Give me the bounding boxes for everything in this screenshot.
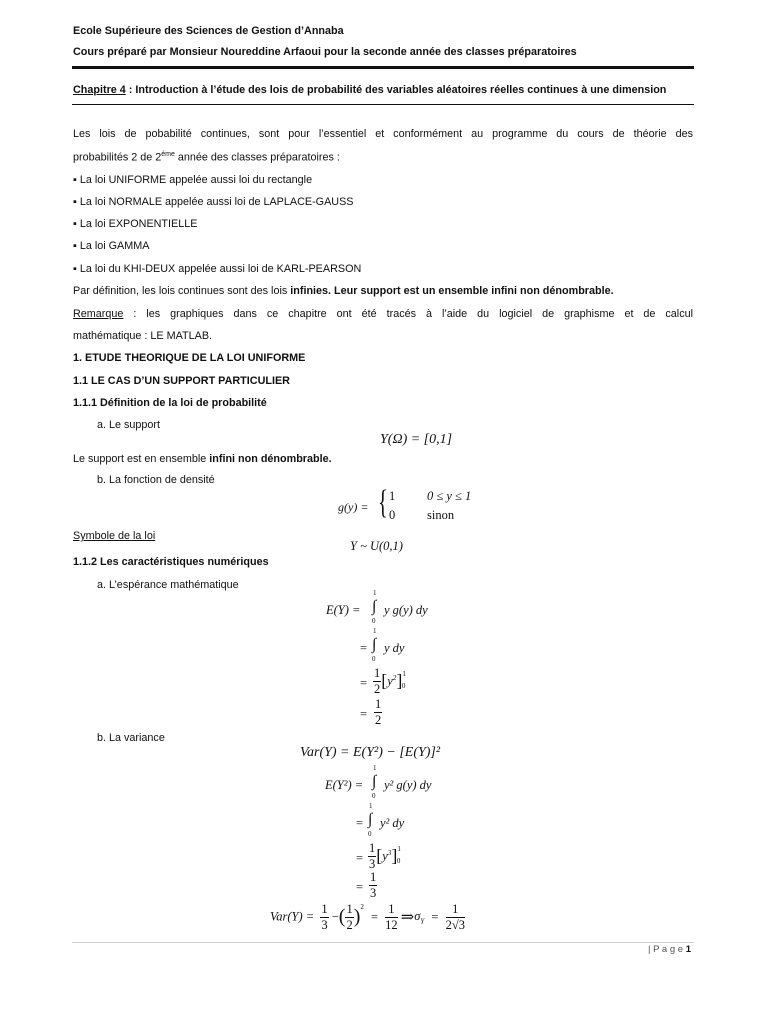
frac-num: 1 bbox=[375, 697, 382, 711]
esp-lhs: E(Y) = bbox=[326, 603, 361, 617]
exponent: 2 bbox=[392, 673, 397, 682]
page-footer bbox=[648, 944, 691, 955]
equals-sign: = bbox=[360, 707, 368, 721]
section-1-1-1-heading: 1.1.1 Définition de la loi de probabilité bbox=[73, 397, 267, 409]
equals-sign: = bbox=[356, 880, 364, 894]
definition-text-bold: infinies. Leur support est un ensemble infini non dénombrable. bbox=[290, 285, 614, 297]
frac-num: 1 bbox=[369, 841, 376, 855]
ey2-line-3: $\frac{1}{3}$ $[y^3]^1_0$ bbox=[369, 841, 401, 871]
bullet-item: ▪ La loi UNIFORME appelée aussi loi du rectangle bbox=[73, 174, 313, 186]
ey2-line-2: y² dy bbox=[380, 816, 405, 830]
bullet-item: ▪ La loi EXPONENTIELLE bbox=[73, 218, 198, 230]
page-label: | P a g e bbox=[648, 944, 686, 955]
bullet-item: ▪ La loi GAMMA bbox=[73, 240, 150, 252]
item-support-label: a. Le support bbox=[97, 419, 161, 431]
equals-sign: = bbox=[360, 676, 368, 690]
esp-line-3: $\frac{1}{2}$ $[y^2]^1_0$ bbox=[374, 666, 406, 696]
integral-upper: 1 bbox=[369, 802, 373, 810]
definition-text bbox=[73, 285, 614, 297]
integral-icon: ∫ 1 0 bbox=[372, 627, 377, 663]
bound-upper: 1 bbox=[402, 669, 406, 678]
remark-line-1 bbox=[73, 308, 693, 320]
item-expectation-label: a. L’espérance mathématique bbox=[97, 579, 239, 591]
equals-sign: = bbox=[356, 816, 364, 830]
density-case1-value: 1 bbox=[389, 489, 396, 503]
chapter-title-text: : Introduction à l’étude des lois de probabilité des variables aléatoires réelles continues à une dimension bbox=[125, 84, 667, 96]
equals-sign: = bbox=[370, 909, 379, 924]
frac-den: 2√3 bbox=[445, 917, 465, 932]
support-text bbox=[73, 453, 332, 465]
intro-line-2 bbox=[73, 151, 340, 164]
bullet-item: ▪ La loi NORMALE appelée aussi loi de LAPLACE-GAUSS bbox=[73, 196, 354, 208]
bound-lower: 0 bbox=[396, 856, 401, 865]
frac-num: 1 bbox=[446, 903, 465, 918]
intro-line-1: Les lois de pobabilité continues, sont pour l’essentiel et conformément au programme du cours de théorie des bbox=[73, 128, 693, 140]
frac-den: 2 bbox=[346, 917, 353, 932]
integral-upper: 1 bbox=[373, 764, 377, 772]
ey2-line-1: y² g(y) dy bbox=[384, 778, 432, 792]
symbol-heading: Symbole de la loi bbox=[73, 530, 156, 542]
footer-rule bbox=[72, 942, 694, 943]
section-1-1-heading: 1.1 LE CAS D’UN SUPPORT PARTICULIER bbox=[73, 375, 290, 387]
frac-den: 2 bbox=[374, 681, 381, 696]
formula-support: Y(Ω) = [0,1] bbox=[380, 432, 453, 447]
support-text-a: Le support est en ensemble bbox=[73, 453, 210, 465]
intro-line-2b: année des classes préparatoires : bbox=[174, 151, 340, 164]
integral-icon: ∫ 1 0 bbox=[368, 802, 373, 838]
ey2-result bbox=[369, 871, 377, 899]
integral-lower: 0 bbox=[372, 655, 376, 663]
frac-num: 1 bbox=[346, 902, 353, 916]
frac-den: 3 bbox=[370, 885, 377, 900]
formula-variance-final: Var(Y) = $\frac{1}{3}$ −( $\frac{1}{2}$ )$^2$ = $\frac{1}{12}$ $\Rightarrow\sigma_Y$ = $\frac{1}{2√3}$ bbox=[270, 902, 465, 932]
sigma-subscript: Y bbox=[420, 917, 425, 926]
integral-icon: ∫ 1 0 bbox=[372, 764, 377, 800]
remark-label: Remarque bbox=[73, 308, 124, 320]
sigma-symbol: σ bbox=[414, 908, 421, 923]
exponent: 3 bbox=[387, 848, 392, 857]
section-1-1-2-heading: 1.1.2 Les caractéristiques numériques bbox=[73, 556, 269, 568]
equals-sign: = bbox=[360, 641, 368, 655]
frac-den: 3 bbox=[321, 917, 328, 932]
bound-lower: 0 bbox=[401, 681, 406, 690]
intro-line-2a: probabilités 2 de 2 bbox=[73, 151, 162, 164]
var-y: y bbox=[387, 673, 393, 688]
header-school: Ecole Supérieure des Sciences de Gestion d’Annaba bbox=[73, 25, 344, 37]
item-density-label: b. La fonction de densité bbox=[97, 474, 215, 486]
integral-upper: 1 bbox=[373, 627, 377, 635]
intro-line-2-sup: éme bbox=[161, 151, 175, 158]
frac-den: 12 bbox=[385, 917, 398, 932]
chapter-title bbox=[73, 84, 666, 96]
frac-num: 1 bbox=[321, 902, 328, 916]
integral-upper: 1 bbox=[373, 589, 377, 597]
remark-text: : les graphiques dans ce chapitre ont été tracés à l’aide du logiciel de graphisme et de calcul bbox=[123, 308, 693, 320]
support-text-bold: infini non dénombrable. bbox=[209, 453, 332, 465]
var-y: y bbox=[382, 848, 388, 863]
var-final-lhs: Var(Y) = bbox=[270, 909, 315, 924]
formula-variance-main: Var(Y) = E(Y²) − [E(Y)]² bbox=[300, 745, 441, 760]
header-course: Cours préparé par Monsieur Noureddine Arfaoui pour la seconde année des classes préparatoires bbox=[73, 46, 577, 58]
section-1-heading: 1. ETUDE THEORIQUE DE LA LOI UNIFORME bbox=[73, 352, 306, 364]
formula-density-lhs: g(y) = bbox=[338, 500, 369, 514]
esp-result bbox=[374, 698, 382, 726]
frac-den: 2 bbox=[375, 712, 382, 727]
density-case2-value: 0 bbox=[389, 508, 396, 522]
formula-symbol: Y ~ U(0,1) bbox=[350, 539, 403, 553]
equals-sign: = bbox=[431, 909, 439, 924]
header-rule bbox=[72, 66, 694, 69]
definition-text-a: Par définition, les lois continues sont des lois bbox=[73, 285, 291, 297]
item-variance-label: b. La variance bbox=[97, 732, 165, 744]
chapter-label: Chapitre 4 bbox=[73, 84, 126, 96]
bound-upper: 1 bbox=[397, 844, 401, 853]
integral-lower: 0 bbox=[368, 830, 372, 838]
density-case1-condition: 0 ≤ y ≤ 1 bbox=[427, 489, 472, 503]
frac-num: 1 bbox=[370, 870, 377, 884]
exponent: 2 bbox=[360, 902, 364, 911]
bullet-item: ▪ La loi du KHI-DEUX appelée aussi loi de KARL-PEARSON bbox=[73, 263, 362, 275]
ey2-lhs: E(Y²) = bbox=[325, 778, 364, 792]
implies-arrow-icon: ⇒ bbox=[400, 909, 415, 926]
equals-sign: = bbox=[356, 851, 364, 865]
frac-num: 1 bbox=[385, 903, 398, 918]
integral-lower: 0 bbox=[372, 792, 376, 800]
remark-line-2: mathématique : LE MATLAB. bbox=[73, 330, 213, 342]
density-case2-condition: sinon bbox=[427, 508, 455, 522]
page-number: 1 bbox=[685, 944, 691, 955]
brace-icon: { bbox=[378, 484, 388, 521]
integral-icon: ∫ 1 0 bbox=[372, 589, 377, 625]
chapter-rule bbox=[72, 104, 694, 105]
frac-den: 3 bbox=[369, 856, 376, 871]
frac-num: 1 bbox=[374, 666, 381, 680]
esp-line-2: y dy bbox=[384, 641, 405, 655]
esp-line-1: y g(y) dy bbox=[384, 603, 428, 617]
integral-lower: 0 bbox=[372, 617, 376, 625]
